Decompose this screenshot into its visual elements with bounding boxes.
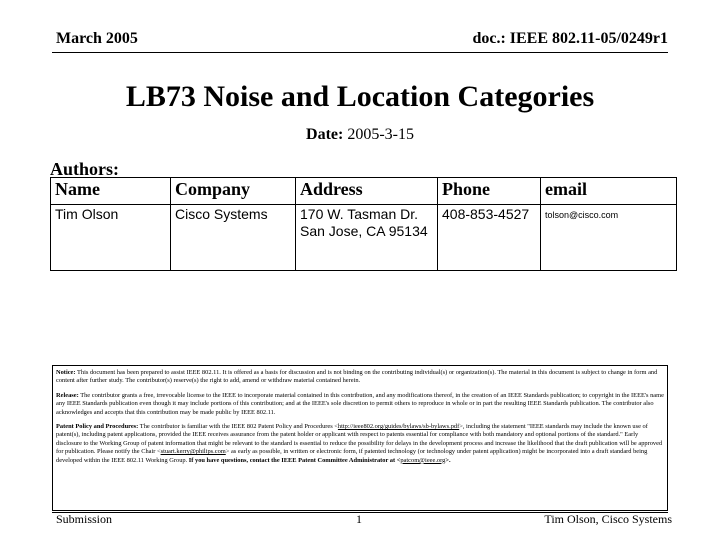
column-header-name: Name	[51, 178, 171, 205]
release-label: Release:	[56, 391, 79, 399]
patent-label: Patent Policy and Procedures:	[56, 423, 139, 431]
date-label: Date:	[306, 126, 344, 143]
admin-email-link[interactable]: patcom@ieee.org	[400, 456, 446, 464]
authors-table	[50, 177, 677, 271]
address-line-2: San Jose, CA 95134	[300, 223, 428, 239]
author-address	[296, 205, 438, 271]
author-company: Cisco Systems	[171, 205, 296, 271]
date-value: 2005-3-15	[347, 126, 414, 143]
slide-title: LB73 Noise and Location Categories	[125, 80, 595, 113]
date-line	[0, 126, 720, 144]
author-phone: 408-853-4527	[438, 205, 541, 271]
header-date: March 2005	[56, 30, 138, 47]
authors-label: Authors:	[50, 159, 120, 179]
notice-label: Notice:	[56, 369, 76, 376]
patent-text-2: >, including the statement "IEEE standards may include the known use of patent(s), including patent applications, provided the IEEE receives assurance from the patent holder or applicant with respect to patents essential for compliance with both mandatory and optional portions of the standard." Early disclosure to the Working Group of patent information that might be relevant to the standard is essential to reduce the possibility for delays in the development process and increase the likelihood that the draft publication will be approved for publication. Please notify the Chair <	[56, 423, 663, 456]
questions-text: If you have questions, contact the IEEE Patent Committee Administrator at <	[188, 456, 401, 464]
column-header-email: email	[541, 178, 677, 205]
questions-end: >.	[445, 456, 451, 464]
patent-text-3: > as early as possible, in written or electronic form, if patented technology (or technology under patent application) might be incorporated into a draft standard being developed within the IEEE 802.11 Working Group.	[56, 448, 648, 464]
patent-text-1: The contributor is familiar with the IEEE 802 Patent Policy and Procedures <	[139, 423, 338, 431]
author-name: Tim Olson	[51, 205, 171, 271]
table-row	[51, 205, 677, 271]
header-divider	[52, 52, 668, 53]
notice-text: This document has been prepared to assist IEEE 802.11. It is offered as a basis for discussion and is not binding on the contributing individual(s) or organization(s). The material in this document is subject to change in form and content after further study. The contributor(s) reserve(s) the right to add, amend or withdraw material contained herein.	[56, 369, 658, 385]
footer-author: Tim Olson, Cisco Systems	[544, 512, 672, 526]
address-line-1: 170 W. Tasman Dr.	[300, 206, 419, 222]
page-number: 1	[356, 512, 362, 526]
column-header-company: Company	[171, 178, 296, 205]
release-paragraph	[56, 392, 664, 417]
chair-email-link[interactable]: stuart.kerry@philips.com	[160, 448, 226, 456]
column-header-phone: Phone	[438, 178, 541, 205]
patent-paragraph	[56, 423, 664, 465]
notice-box	[52, 365, 668, 511]
column-header-address: Address	[296, 178, 438, 205]
release-text: The contributor grants a free, irrevocable license to the IEEE to incorporate material contained in this contribution, and any modifications thereof, in the creation of an IEEE Standards publication; to copyright in the IEEE's name any IEEE Standards publication even though it may include portions of this contribution; and at the IEEE's sole discretion to permit others to reproduce in whole or in part the resulting IEEE Standards publication. The contributor also acknowledges and accepts that this contribution may be made public by IEEE 802.11.	[56, 391, 664, 416]
authors-table-header	[51, 178, 677, 205]
header-doc-id: doc.: IEEE 802.11-05/0249r1	[472, 30, 668, 47]
author-email: tolson@cisco.com	[541, 205, 677, 271]
footer-submission: Submission	[56, 512, 113, 526]
notice-paragraph	[56, 369, 664, 386]
patent-policy-link[interactable]: http://ieee802.org/guides/bylaws/sb-bylaws.pdf	[337, 423, 460, 431]
